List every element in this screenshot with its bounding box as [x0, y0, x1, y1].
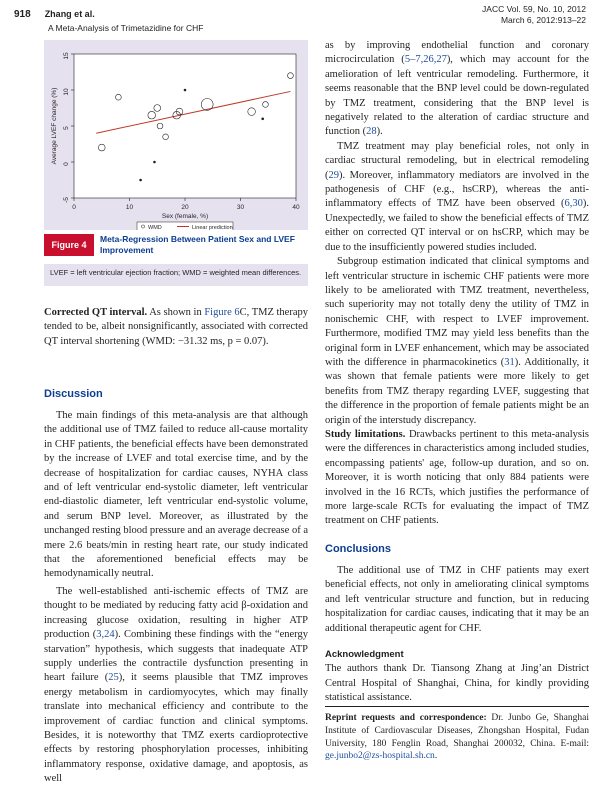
- qt-text: As shown in: [147, 307, 205, 318]
- x-axis-label: Sex (female, %): [161, 213, 209, 220]
- discussion-paragraph-4: [325, 140, 589, 255]
- discussion-right: [325, 39, 589, 529]
- reprint-text: Dr. Junbo Ge, Shanghai Institute of Cardiovascular Diseases, Zhongshan Hospital, Fudan University, 180 Fenglin Road, Shanghai 200032, China. E-mail:: [325, 713, 590, 749]
- ref-link[interactable]: 29: [328, 169, 339, 181]
- ref-link[interactable]: 6,30: [564, 198, 583, 210]
- wmd-point: [153, 161, 155, 163]
- acknowledgment-text: The authors thank Dr. Tiansong Zhang at Jing’an District Central Hospital of Shanghai, China, for kindly providing statistical assistance.: [325, 663, 589, 704]
- discussion-paragraph-5: [325, 255, 589, 428]
- meta-regression-chart: [44, 40, 308, 230]
- reprint-title: Reprint requests and correspondence:: [325, 713, 487, 723]
- issue-date: March 6, 2012:913–22: [500, 15, 586, 25]
- qt-text-b: C, TMZ therapy tended to be, albeit nonsignificantly, associated with corrected QT interval shortening (WMD: −31.32 ms, p = 0.07).: [44, 307, 308, 347]
- y-tick-label: 5: [63, 126, 70, 130]
- x-tick-label: 40: [292, 204, 300, 211]
- figure-6-link[interactable]: Figure 6: [204, 307, 240, 318]
- y-tick-label: 15: [63, 52, 70, 60]
- limitations-paragraph: [325, 428, 589, 529]
- ref-link[interactable]: 25: [108, 672, 119, 684]
- figure-caption: [44, 230, 308, 264]
- discussion-heading: Discussion: [44, 388, 103, 400]
- discussion-left: [44, 409, 308, 787]
- running-title: A Meta-Analysis of Trimetazidine for CHF: [48, 23, 204, 33]
- discussion-paragraph-2: [44, 585, 308, 787]
- running-header-left: [14, 4, 304, 33]
- text: TMZ treatment may play beneficial roles, not only in cardiac structural remodeling, but in electrical remodeling (: [325, 140, 589, 181]
- plot-area: [74, 54, 296, 198]
- text: ). Unexpectedly, we failed to show the beneficial effects of TMZ either on corrected QT interval or on hsCRP, which may be due to the insufficiently powered studies included.: [325, 198, 589, 253]
- wmd-point: [262, 118, 264, 120]
- limitations-subheading: Study limitations.: [325, 428, 406, 440]
- x-tick-label: 30: [236, 204, 245, 211]
- figure-abbreviations: LVEF = left ventricular ejection fraction; WMD = weighted mean differences.: [50, 268, 302, 277]
- text: Subgroup estimation indicated that clinical symptoms and left ventricular structure in ischemic CHF patients were more likely to be ameliorated with TMZ treatment, nevertheless, such superiority may not totally deny the utility of TMZ in nonischemic CHF, with respect to LVEF improvement. Furthermore, modified TMZ may yield less benefits than the original form in LVEF enhancement, which may be associated with the difference in pharmacokinetics (: [325, 256, 589, 368]
- discussion-paragraph-3: [325, 39, 589, 140]
- y-axis-label: Average LVEF change (%): [51, 87, 58, 165]
- legend-wmd-label: WMD: [148, 225, 162, 230]
- ref-link[interactable]: 3,24: [96, 629, 115, 641]
- x-tick-label: 0: [72, 204, 76, 211]
- x-tick-label: 10: [125, 204, 134, 211]
- qt-subheading: Corrected QT interval.: [44, 307, 148, 318]
- conclusions-heading: Conclusions: [325, 543, 392, 555]
- ref-link[interactable]: 31: [504, 356, 515, 368]
- reprint-requests: [325, 706, 589, 763]
- legend-line-label: Linear prediction: [192, 225, 233, 230]
- x-tick-label: 20: [181, 204, 189, 211]
- ref-link[interactable]: 5–7,26,27: [404, 54, 447, 66]
- text: The well-established anti-ischemic effects of TMZ are thought to be mediated by reducing fatty acid β-oxidation and increasing glucose oxidation, resulting in higher ATP production (: [44, 585, 308, 641]
- text: ).: [376, 126, 383, 138]
- figure-label: Figure 4: [44, 234, 94, 256]
- conclusions-block: [325, 564, 589, 706]
- y-tick-label: 0: [63, 162, 70, 166]
- qt-paragraph: [44, 306, 308, 349]
- y-tick-label: -5: [63, 197, 70, 203]
- figure-title: Meta-Regression Between Patient Sex and LVEF Improvement: [100, 234, 295, 255]
- wmd-point: [184, 89, 186, 91]
- conclusions-paragraph: The additional use of TMZ in CHF patients may exert beneficial effects, not only in ameliorating clinical symptoms and left ventricular structure and function, but in reducing hospitalization for cardiac causes, indicating that it may be an additional therapeutic agent for CHF.: [325, 565, 589, 634]
- text: ), it seems plausible that TMZ improves energy metabolism in cardiomyocytes, which may finally translate into mechanical efficiency and contribute to the improvement of cardiac function and clinical symptoms. Besides, it is noteworthy that TMZ exerts cardioprotective effects by restoring phosphorylation processes, inhibiting inflammatory response, oxidative damage, and apoptosis, as well: [44, 672, 308, 785]
- email-link[interactable]: ge.junbo2@zs-hospital.sh.cn: [325, 751, 435, 762]
- y-tick-label: 10: [63, 88, 70, 96]
- acknowledgment-heading: Acknowledgment: [325, 649, 404, 661]
- running-header-right: [482, 4, 586, 26]
- text: ). Combining these findings with the “energy starvation” hypothesis, which suggests that inadequate ATP supply underlies the contractile dysfunction presenting in heart failure (: [44, 629, 308, 684]
- discussion-paragraph-1: The main findings of this meta-analysis are that although the additional use of TMZ failed to reduce all-cause mortality in CHF patients, the beneficial effects have been demonstrated by the increase of LVEF and total exercise time, and by the decrease of hospitalization for cardiac causes, NYHA class and of left ventricular end-systolic diameter, left ventricular end-diastolic diameter, left ventricular end-systolic volume, and serum BNP level. Moreover, as illustrated by the unchanged resting blood pressure and an average decrease of a mere 2.6 beats/min in resting heart rate, our study indicated that the aforementioned beneficial effects may be hemodynamically neutral.: [44, 410, 308, 580]
- text: as by improving endothelial function and coronary microcirculation (: [325, 40, 589, 66]
- text: ). Moreover, inflammatory mediators are involved in the pathogenesis of CHF (e.g., hsCRP), whereas the anti-inflammatory effects of TMZ have been observed (: [325, 169, 589, 210]
- ref-link[interactable]: 28: [366, 126, 377, 138]
- text: ), which may account for the amelioration of left ventricular remodeling. Furthermore, it seems reasonable that the BNP level could be down-regulated by TMZ treatment, considering that the BNP level is negatively related to the alteration of cardiac structure and function (: [325, 54, 589, 138]
- text: Drawbacks pertinent to this meta-analysis were the differences in characteristics among included studies, encompassing patients' age, follow-up duration, and so on. Moreover, it is worth noticing that only 884 patients were involved in the 16 RCTs, which justifies the performance of more large-scale RCTs for evaluating the impact of TMZ treatment on CHF patients.: [325, 428, 589, 527]
- page-number: 918: [14, 9, 31, 20]
- text: ). Additionally, it was shown that female patients were more likely to get benefits from TMZ therapy regarding LVEF, suggesting that the difference in the proportion of female patients might be an origin of the interstudy discrepancy.: [325, 356, 589, 426]
- text: .: [434, 751, 438, 762]
- figure-4: [44, 40, 308, 286]
- journal-citation: JACC Vol. 59, No. 10, 2012: [482, 4, 586, 14]
- header-authors: Zhang et al.: [44, 9, 95, 19]
- wmd-point: [140, 179, 142, 181]
